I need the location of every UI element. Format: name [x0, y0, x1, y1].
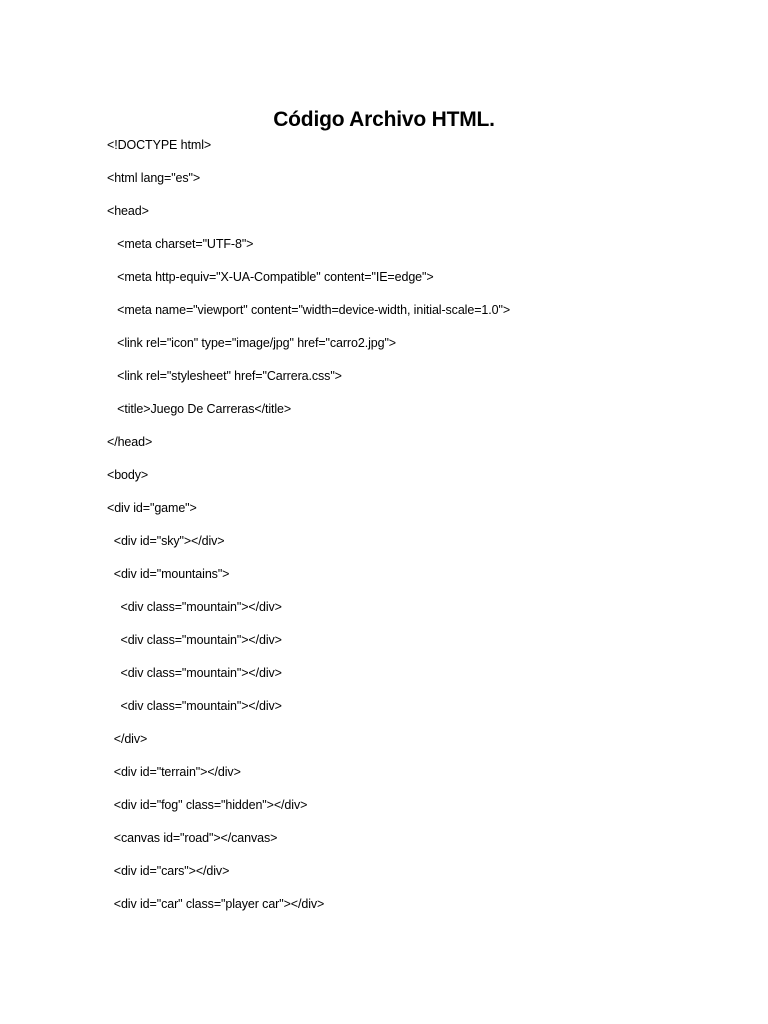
code-line-div-mountain-4: <div class="mountain"></div>: [107, 699, 282, 713]
code-line-div-mountain-2: <div class="mountain"></div>: [107, 633, 282, 647]
code-line-div-mountain-1: <div class="mountain"></div>: [107, 600, 282, 614]
code-line-div-mountains-close: </div>: [107, 732, 148, 746]
code-line-div-car: <div id="car" class="player car"></div>: [107, 897, 325, 911]
code-line-meta-charset: <meta charset="UTF-8">: [107, 237, 254, 251]
code-line-div-fog: <div id="fog" class="hidden"></div>: [107, 798, 308, 812]
code-line-link-icon: <link rel="icon" type="image/jpg" href="carro2.jpg">: [107, 336, 396, 350]
code-listing: [107, 135, 727, 927]
code-line-div-mountains: <div id="mountains">: [107, 567, 230, 581]
code-line-link-stylesheet: <link rel="stylesheet" href="Carrera.css">: [107, 369, 342, 383]
code-line-meta-viewport: <meta name="viewport" content="width=device-width, initial-scale=1.0">: [107, 303, 511, 317]
code-line-doctype: <!DOCTYPE html>: [107, 138, 212, 152]
code-line-div-sky: <div id="sky"></div>: [107, 534, 225, 548]
code-line-div-mountain-3: <div class="mountain"></div>: [107, 666, 282, 680]
code-line-head-open: <head>: [107, 204, 149, 218]
code-line-div-cars: <div id="cars"></div>: [107, 864, 230, 878]
code-line-title: <title>Juego De Carreras</title>: [107, 402, 292, 416]
code-line-html-open: <html lang="es">: [107, 171, 201, 185]
code-line-head-close: </head>: [107, 435, 153, 449]
code-line-div-terrain: <div id="terrain"></div>: [107, 765, 241, 779]
code-line-div-game: <div id="game">: [107, 501, 197, 515]
code-line-canvas-road: <canvas id="road"></canvas>: [107, 831, 278, 845]
code-line-meta-compat: <meta http-equiv="X-UA-Compatible" content="IE=edge">: [107, 270, 434, 284]
code-line-body-open: <body>: [107, 468, 149, 482]
page-title: Código Archivo HTML.: [273, 108, 495, 132]
